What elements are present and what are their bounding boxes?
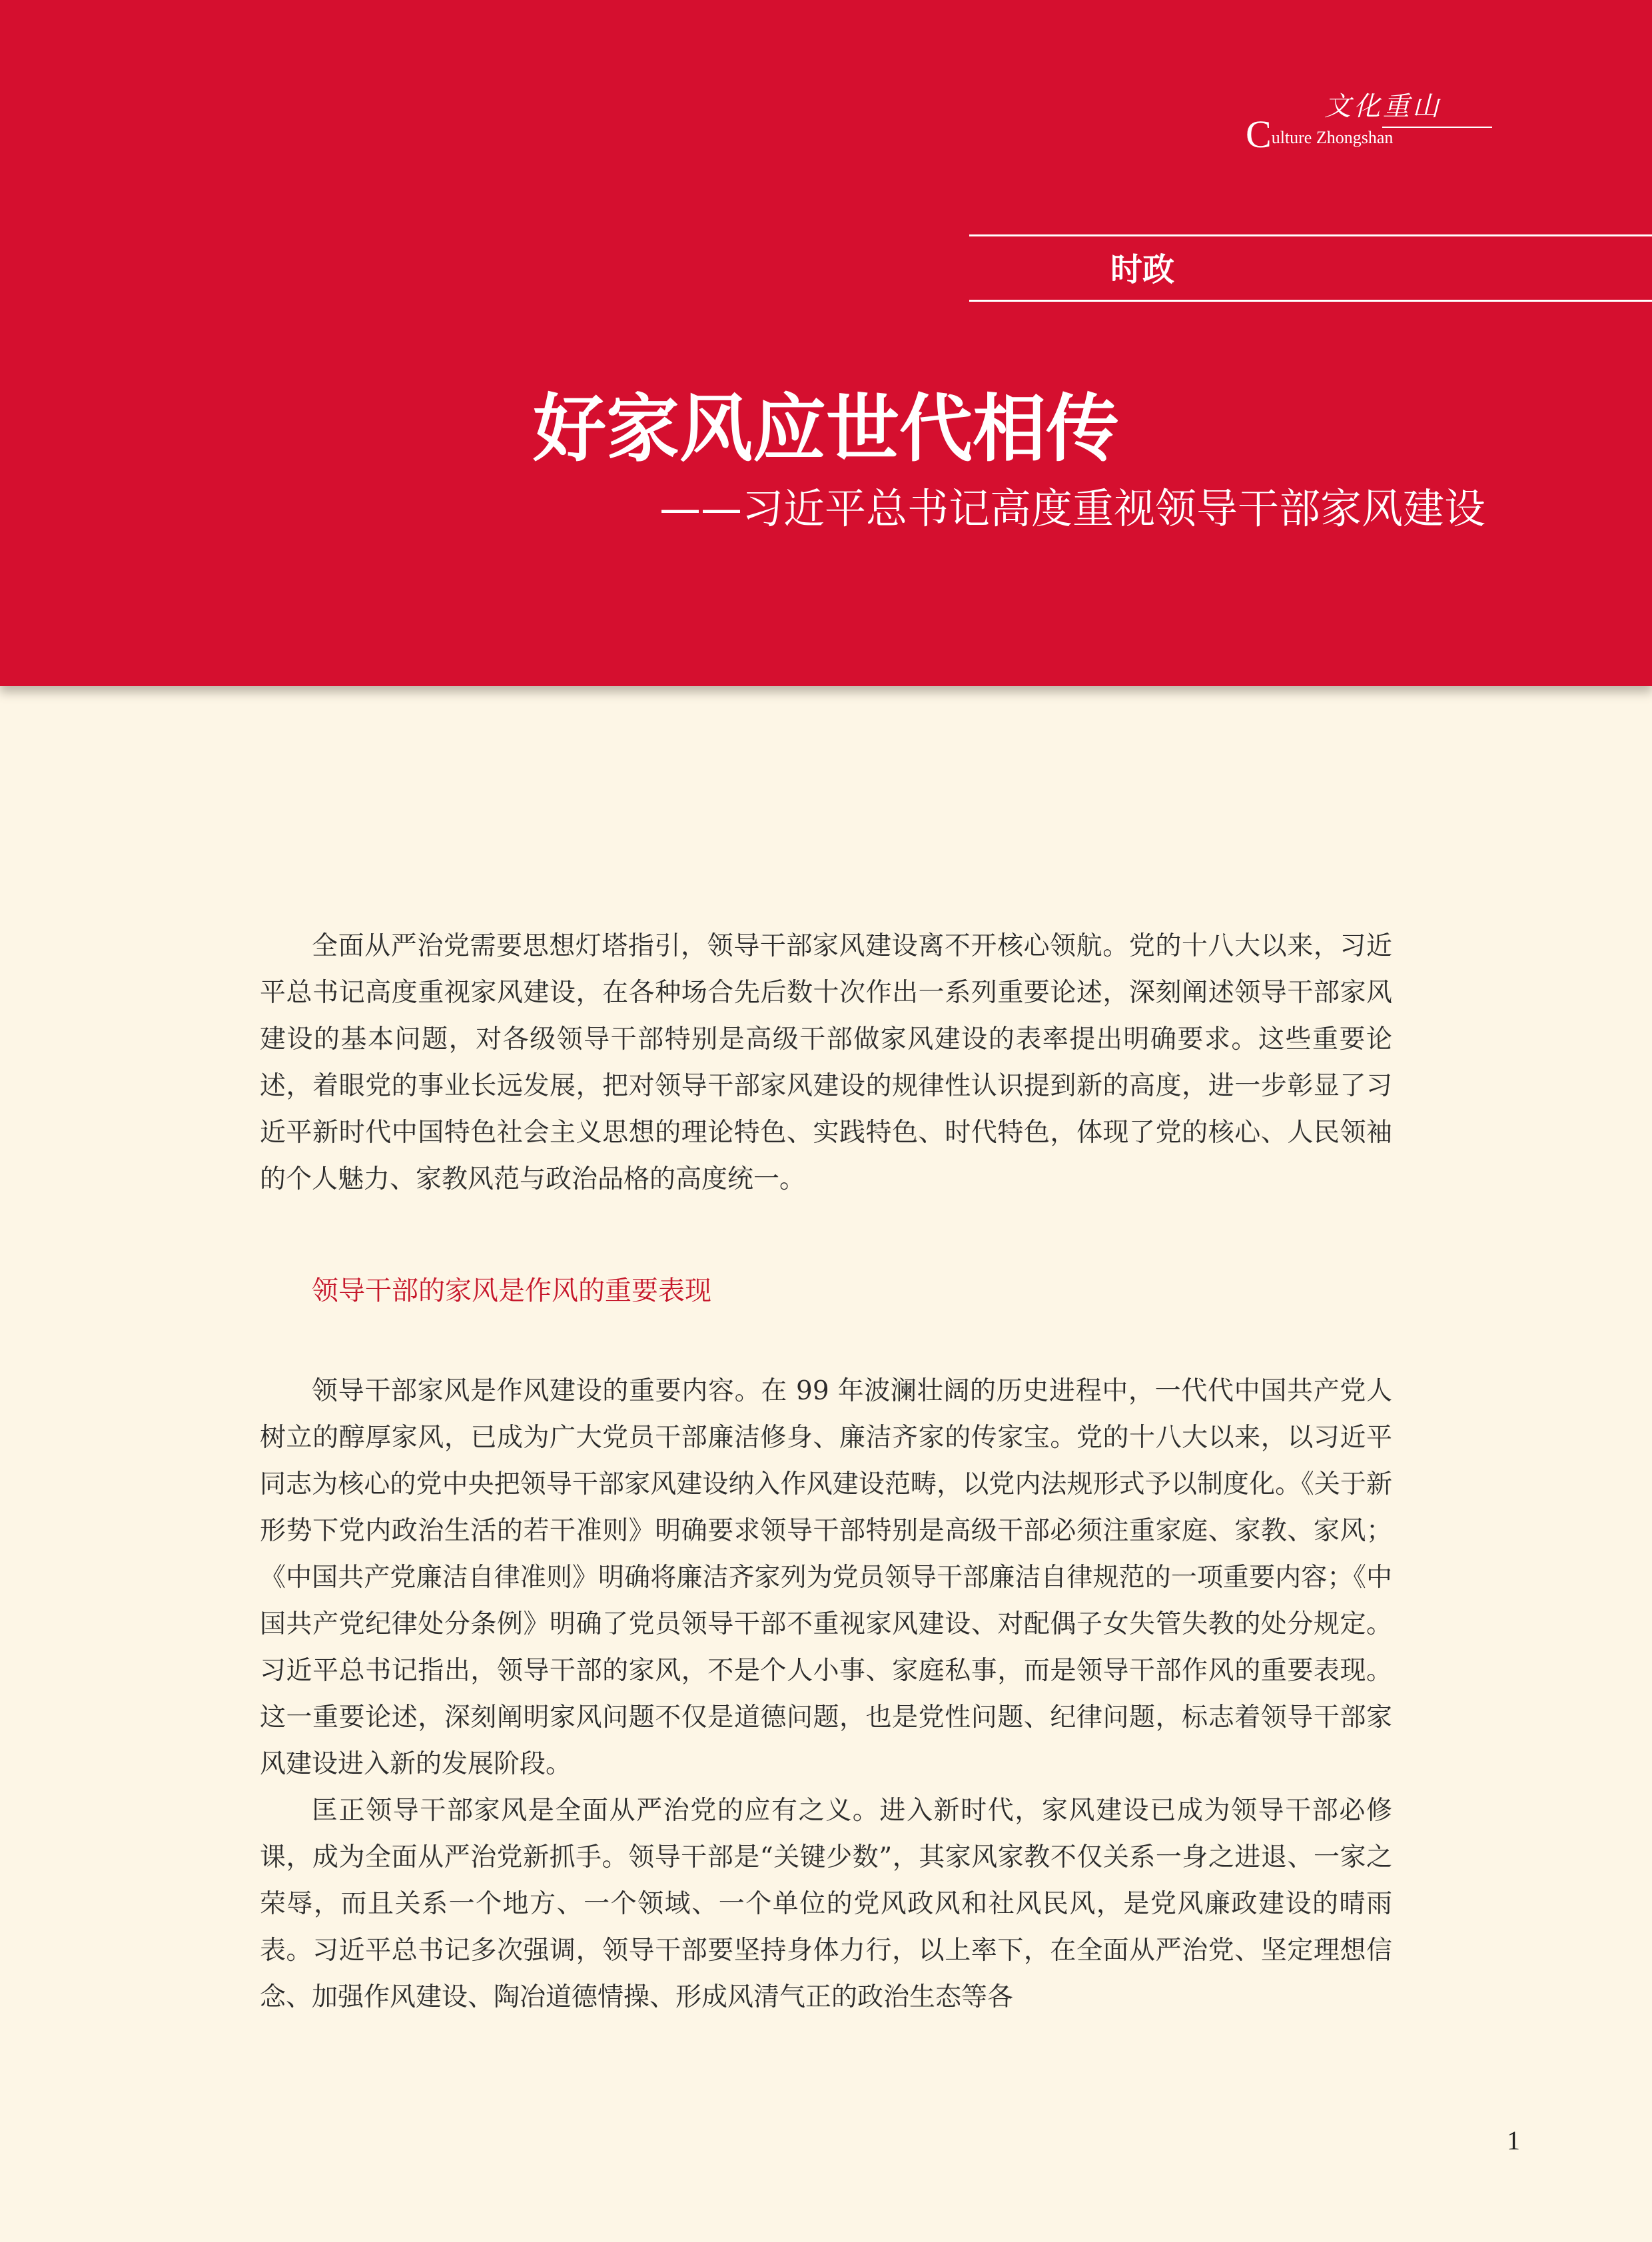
body-paragraph: 领导干部家风是作风建设的重要内容。在 99 年波澜壮阔的历史进程中，一代代中国共产党人树立的醇厚家风，已成为广大党员干部廉洁修身、廉洁齐家的传家宝。党的十八大以来，以习近平同志为核心的党中央把领导干部家风建设纳入作风建设范畴，以党内法规形式予以制度化。《关于新形势下党内政治生活的若干准则》明确要求领导干部特别是高级干部必须注重家庭、家教、家风；《中国共产党廉洁自律准则》明确将廉洁齐家列为党员领导干部廉洁自律规范的一项重要内容；《中国共产党纪律处分条例》明确了党员领导干部不重视家风建设、对配偶子女失管失教的处分规定。习近平总书记指出，领导干部的家风，不是个人小事、家庭私事，而是领导干部作风的重要表现。这一重要论述，深刻阐明家风问题不仅是道德问题，也是党性问题、纪律问题，标志着领导干部家风建设进入新的发展阶段。 bbox=[260, 1376, 1392, 1779]
magazine-logo bbox=[1246, 85, 1492, 159]
logo-underline bbox=[1382, 127, 1492, 128]
header-band bbox=[0, 0, 1652, 686]
page-number: 1 bbox=[1507, 2125, 1520, 2155]
article-subtitle: ——习近平总书记高度重视领导干部家风建设 bbox=[659, 484, 1485, 533]
section-label: 时政 bbox=[1110, 251, 1174, 288]
intro-text-block bbox=[260, 923, 1392, 1203]
article-title: 好家风应世代相传 bbox=[533, 386, 1119, 472]
section-label-top-rule bbox=[969, 234, 1652, 236]
section-text-block bbox=[260, 1368, 1392, 2021]
section-heading: 领导干部的家风是作风的重要表现 bbox=[312, 1276, 711, 1306]
logo-chinese-text: 文化重山 bbox=[1324, 91, 1442, 122]
logo-english-text bbox=[1246, 112, 1393, 157]
section-label-bottom-rule bbox=[969, 300, 1652, 302]
intro-paragraph: 全面从严治党需要思想灯塔指引，领导干部家风建设离不开核心领航。党的十八大以来，习近平总书记高度重视家风建设，在各种场合先后数十次作出一系列重要论述，深刻阐述领导干部家风建设的基本问题，对各级领导干部特别是高级干部做家风建设的表率提出明确要求。这些重要论述，着眼党的事业长远发展，把对领导干部家风建设的规律性认识提到新的高度，进一步彰显了习近平新时代中国特色社会主义思想的理论特色、实践特色、时代特色，体现了党的核心、人民领袖的个人魅力、家教风范与政治品格的高度统一。 bbox=[260, 931, 1392, 1194]
logo-initial: C bbox=[1246, 113, 1272, 156]
body-paragraph: 匡正领导干部家风是全面从严治党的应有之义。进入新时代，家风建设已成为领导干部必修课，成为全面从严治党新抓手。领导干部是“关键少数”，其家风家教不仅关系一身之进退、一家之荣辱，而且关系一个地方、一个领域、一个单位的党风政风和社风民风，是党风廉政建设的晴雨表。习近平总书记多次强调，领导干部要坚持身体力行，以上率下，在全面从严治党、坚定理想信念、加强作风建设、陶冶道德情操、形成风清气正的政治生态等各 bbox=[260, 1796, 1392, 2012]
logo-english-rest: ulture Zhongshan bbox=[1271, 128, 1394, 147]
